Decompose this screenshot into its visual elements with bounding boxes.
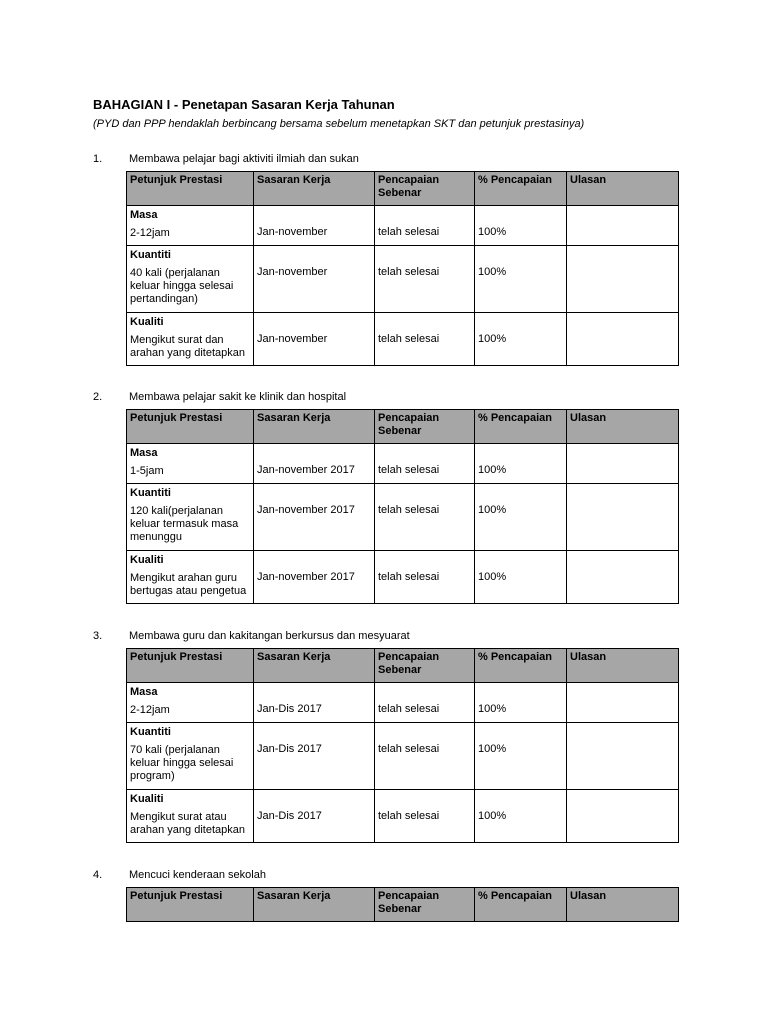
peratus-pencapaian-cell — [475, 484, 567, 551]
category-description: 1-5jam — [130, 465, 164, 477]
petunjuk-prestasi-cell — [127, 246, 254, 313]
table-row — [127, 313, 679, 366]
header-ulasan: Ulasan — [567, 649, 679, 683]
pencapaian-sebenar-cell — [375, 551, 475, 604]
pencapaian-sebenar-value: telah selesai — [378, 504, 440, 516]
section-title: Mencuci kenderaan sekolah — [129, 869, 266, 881]
sasaran-kerja-cell — [254, 246, 375, 313]
petunjuk-prestasi-cell — [127, 313, 254, 366]
ulasan-cell — [567, 723, 679, 790]
sasaran-kerja-cell — [254, 683, 375, 723]
section-title: Membawa pelajar sakit ke klinik dan hospital — [129, 391, 347, 403]
table-row — [127, 723, 679, 790]
category-description: 70 kali (perjalanan keluar hingga selesai program) — [130, 744, 234, 782]
pencapaian-sebenar-cell — [375, 444, 475, 484]
category-label: Masa — [130, 686, 158, 698]
section-title: Membawa guru dan kakitangan berkursus dan mesyuarat — [129, 630, 410, 642]
petunjuk-prestasi-cell — [127, 551, 254, 604]
category-label: Kualiti — [130, 316, 164, 328]
sasaran-kerja-value: Jan-Dis 2017 — [257, 743, 322, 755]
skt-table — [126, 409, 679, 604]
header-sasaran-kerja: Sasaran Kerja — [254, 172, 375, 206]
header-petunjuk-prestasi: Petunjuk Prestasi — [127, 172, 254, 206]
peratus-pencapaian-cell — [475, 790, 567, 843]
section-number: 4. — [93, 869, 103, 881]
section-number: 2. — [93, 391, 103, 403]
peratus-pencapaian-cell — [475, 206, 567, 246]
pencapaian-sebenar-cell — [375, 206, 475, 246]
category-label: Kuantiti — [130, 249, 171, 261]
category-description: Mengikut arahan guru bertugas atau pengetua — [130, 572, 247, 597]
category-description: Mengikut surat atau arahan yang ditetapkan — [130, 811, 245, 836]
peratus-pencapaian-cell — [475, 723, 567, 790]
page-title: BAHAGIAN I - Penetapan Sasaran Kerja Tahunan — [93, 97, 395, 112]
peratus-pencapaian-value: 100% — [478, 743, 507, 755]
pencapaian-sebenar-value: telah selesai — [378, 703, 440, 715]
peratus-pencapaian-value: 100% — [478, 464, 507, 476]
table-row — [127, 683, 679, 723]
peratus-pencapaian-cell — [475, 246, 567, 313]
category-description: 120 kali(perjalanan keluar termasuk masa menunggu — [130, 505, 239, 543]
pencapaian-sebenar-value: telah selesai — [378, 571, 440, 583]
pencapaian-sebenar-cell — [375, 790, 475, 843]
table-header-row — [127, 410, 679, 444]
header-ulasan: Ulasan — [567, 888, 679, 922]
petunjuk-prestasi-cell — [127, 484, 254, 551]
petunjuk-prestasi-cell — [127, 683, 254, 723]
sasaran-kerja-value: Jan-Dis 2017 — [257, 703, 322, 715]
peratus-pencapaian-value: 100% — [478, 333, 507, 345]
header-sasaran-kerja: Sasaran Kerja — [254, 888, 375, 922]
sasaran-kerja-cell — [254, 484, 375, 551]
pencapaian-sebenar-value: telah selesai — [378, 333, 440, 345]
category-description: 2-12jam — [130, 704, 170, 716]
category-label: Kuantiti — [130, 726, 171, 738]
table-row — [127, 246, 679, 313]
sasaran-kerja-cell — [254, 206, 375, 246]
peratus-pencapaian-cell — [475, 551, 567, 604]
page-subtitle: (PYD dan PPP hendaklah berbincang bersama sebelum menetapkan SKT dan petunjuk prestasinya) — [93, 118, 585, 130]
category-label: Kualiti — [130, 554, 164, 566]
table-row — [127, 206, 679, 246]
peratus-pencapaian-cell — [475, 313, 567, 366]
petunjuk-prestasi-cell — [127, 206, 254, 246]
section-title: Membawa pelajar bagi aktiviti ilmiah dan sukan — [129, 153, 359, 165]
pencapaian-sebenar-cell — [375, 723, 475, 790]
ulasan-cell — [567, 206, 679, 246]
peratus-pencapaian-value: 100% — [478, 810, 507, 822]
peratus-pencapaian-cell — [475, 444, 567, 484]
header-peratus-pencapaian: % Pencapaian — [475, 649, 567, 683]
header-peratus-pencapaian: % Pencapaian — [475, 410, 567, 444]
petunjuk-prestasi-cell — [127, 444, 254, 484]
peratus-pencapaian-value: 100% — [478, 703, 507, 715]
peratus-pencapaian-value: 100% — [478, 226, 507, 238]
sasaran-kerja-cell — [254, 551, 375, 604]
pencapaian-sebenar-cell — [375, 313, 475, 366]
peratus-pencapaian-value: 100% — [478, 504, 507, 516]
header-sasaran-kerja: Sasaran Kerja — [254, 649, 375, 683]
peratus-pencapaian-value: 100% — [478, 266, 507, 278]
header-pencapaian-sebenar: Pencapaian Sebenar — [375, 410, 475, 444]
table-header-row — [127, 172, 679, 206]
table-row — [127, 444, 679, 484]
section-number: 3. — [93, 630, 103, 642]
pencapaian-sebenar-value: telah selesai — [378, 226, 440, 238]
header-ulasan: Ulasan — [567, 172, 679, 206]
table-row — [127, 551, 679, 604]
sasaran-kerja-cell — [254, 790, 375, 843]
sasaran-kerja-value: Jan-november 2017 — [257, 571, 355, 583]
header-peratus-pencapaian: % Pencapaian — [475, 888, 567, 922]
category-description: 40 kali (perjalanan keluar hingga selesai pertandingan) — [130, 267, 234, 305]
ulasan-cell — [567, 551, 679, 604]
category-label: Masa — [130, 209, 158, 221]
sasaran-kerja-value: Jan-november — [257, 226, 328, 238]
sasaran-kerja-value: Jan-november — [257, 333, 328, 345]
sasaran-kerja-value: Jan-november — [257, 266, 328, 278]
header-pencapaian-sebenar: Pencapaian Sebenar — [375, 888, 475, 922]
skt-table — [126, 648, 679, 843]
sasaran-kerja-value: Jan-Dis 2017 — [257, 810, 322, 822]
header-sasaran-kerja: Sasaran Kerja — [254, 410, 375, 444]
header-peratus-pencapaian: % Pencapaian — [475, 172, 567, 206]
table-row — [127, 484, 679, 551]
pencapaian-sebenar-cell — [375, 484, 475, 551]
header-petunjuk-prestasi: Petunjuk Prestasi — [127, 410, 254, 444]
ulasan-cell — [567, 790, 679, 843]
ulasan-cell — [567, 683, 679, 723]
pencapaian-sebenar-value: telah selesai — [378, 743, 440, 755]
header-petunjuk-prestasi: Petunjuk Prestasi — [127, 649, 254, 683]
petunjuk-prestasi-cell — [127, 723, 254, 790]
header-pencapaian-sebenar: Pencapaian Sebenar — [375, 649, 475, 683]
pencapaian-sebenar-value: telah selesai — [378, 266, 440, 278]
pencapaian-sebenar-value: telah selesai — [378, 464, 440, 476]
category-label: Kualiti — [130, 793, 164, 805]
petunjuk-prestasi-cell — [127, 790, 254, 843]
sasaran-kerja-value: Jan-november 2017 — [257, 464, 355, 476]
sasaran-kerja-value: Jan-november 2017 — [257, 504, 355, 516]
table-header-row — [127, 649, 679, 683]
sasaran-kerja-cell — [254, 313, 375, 366]
ulasan-cell — [567, 246, 679, 313]
pencapaian-sebenar-cell — [375, 683, 475, 723]
category-label: Kuantiti — [130, 487, 171, 499]
table-row — [127, 790, 679, 843]
header-petunjuk-prestasi: Petunjuk Prestasi — [127, 888, 254, 922]
ulasan-cell — [567, 444, 679, 484]
sasaran-kerja-cell — [254, 444, 375, 484]
category-description: Mengikut surat dan arahan yang ditetapkan — [130, 334, 245, 359]
category-label: Masa — [130, 447, 158, 459]
header-pencapaian-sebenar: Pencapaian Sebenar — [375, 172, 475, 206]
table-header-row — [127, 888, 679, 922]
skt-table — [126, 887, 679, 922]
header-ulasan: Ulasan — [567, 410, 679, 444]
category-description: 2-12jam — [130, 227, 170, 239]
peratus-pencapaian-value: 100% — [478, 571, 507, 583]
ulasan-cell — [567, 313, 679, 366]
pencapaian-sebenar-value: telah selesai — [378, 810, 440, 822]
skt-table — [126, 171, 679, 366]
ulasan-cell — [567, 484, 679, 551]
sasaran-kerja-cell — [254, 723, 375, 790]
peratus-pencapaian-cell — [475, 683, 567, 723]
pencapaian-sebenar-cell — [375, 246, 475, 313]
section-number: 1. — [93, 153, 103, 165]
